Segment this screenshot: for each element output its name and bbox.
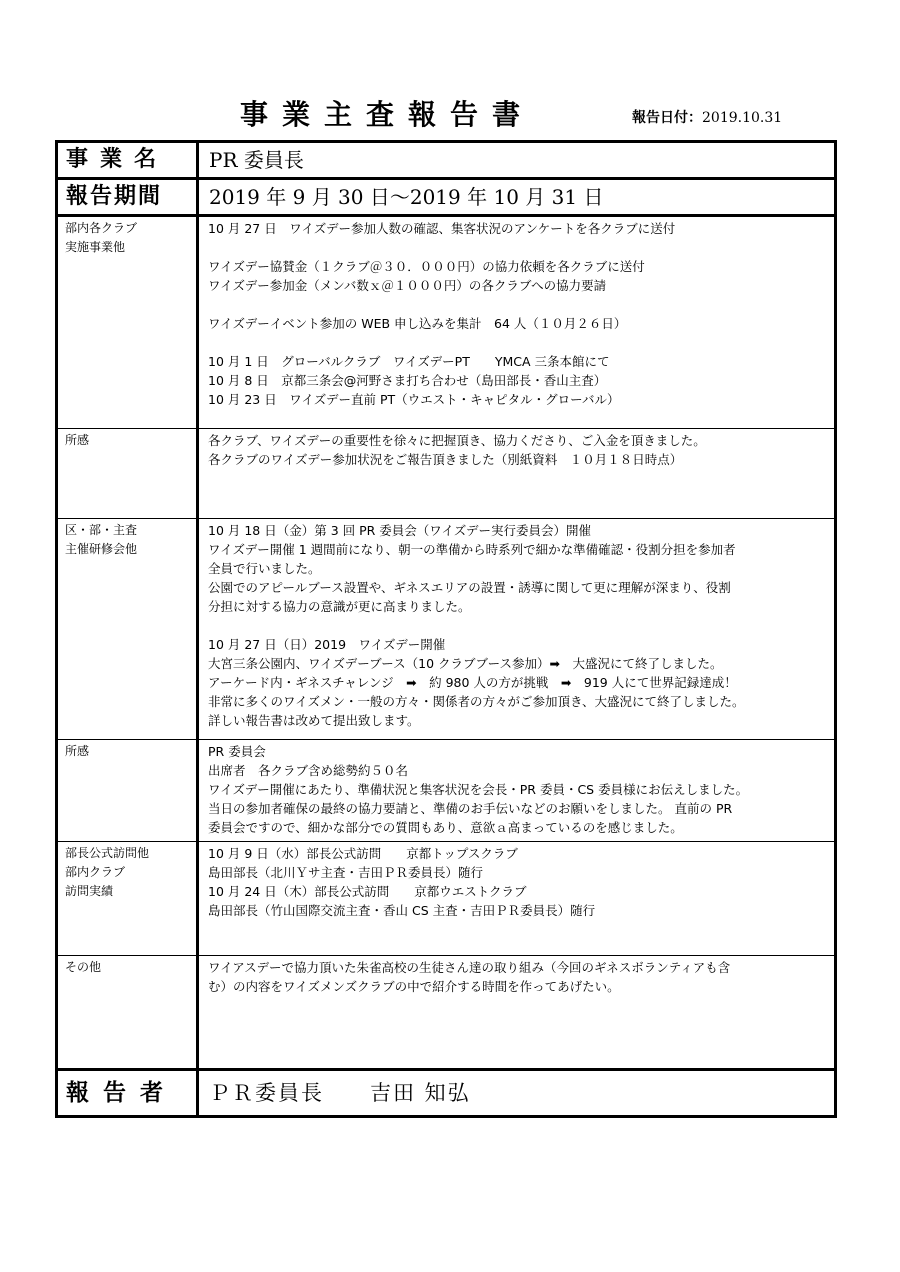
label-line: 部内クラブ (65, 865, 126, 879)
label-line: 所感 (65, 433, 90, 447)
text-line: 非常に多くのワイズメン・一般の方々・関係者の方々がご参加頂き、大盛況にて終了しました。 (208, 694, 745, 709)
section-content (198, 519, 836, 740)
text-line: 10 月 18 日（金）第 3 回 PR 委員会（ワイズデー実行委員会）開催 (208, 523, 592, 538)
label-line: 訪問実績 (65, 884, 114, 898)
text-line: 島田部長（竹山国際交流主査・香山 CS 主査・吉田ＰＲ委員長）随行 (208, 903, 596, 918)
business-name-value: PR 委員長 (198, 142, 836, 179)
label-line: 実施事業他 (65, 240, 126, 254)
label-line: 部内各クラブ (65, 221, 138, 235)
reporter-row (57, 1070, 836, 1117)
text-line: ワイズデー参加金（メンバ数ｘ＠１０００円）の各クラブへの協力要請 (208, 278, 607, 293)
text-line: 大宮三条公園内、ワイズデーブース（10 クラブブース参加）➡ 大盛況にて終了しました。 (208, 656, 723, 671)
label-line: 所感 (65, 744, 90, 758)
business-name-row (57, 142, 836, 179)
text-line: ワイズデー開催にあたり、準備状況と集客状況を会長・PR 委員・CS 委員様にお伝えしました。 (208, 782, 749, 797)
text-line: 分担に対する協力の意識が更に高まりました。 (208, 599, 471, 614)
label-line: その他 (65, 960, 102, 974)
label-line: 区・部・主査 (65, 523, 138, 537)
report-period-value: 2019 年 9 月 30 日〜2019 年 10 月 31 日 (198, 179, 836, 216)
report-date (632, 108, 782, 128)
section-label (57, 842, 198, 956)
section-label (57, 216, 198, 429)
section-impressions-2 (57, 740, 836, 842)
text-line: 10 月 27 日 ワイズデー参加人数の確認、集客状況のアンケートを各クラブに送付 (208, 221, 676, 236)
section-label (57, 956, 198, 1070)
text-line: 10 月 27 日（日）2019 ワイズデー開催 (208, 637, 446, 652)
text-line: 公園でのアピールブース設置や、ギネスエリアの設置・誘導に関して更に理解が深まり、役割 (208, 580, 731, 595)
section-content (198, 956, 836, 1070)
text-line: 当日の参加者確保の最終の協力要請と、準備のお手伝いなどのお願いをしました。 直前の PR (208, 801, 733, 816)
text-line: 詳しい報告書は改めて提出致します。 (208, 713, 420, 728)
section-content (198, 842, 836, 956)
text-line: アーケード内・ギネスチャレンジ ➡ 約 980 人の方が挑戦 ➡ 919 人にて世界記録達成！ (208, 675, 737, 690)
text-line: 各クラブのワイズデー参加状況をご報告頂きました（別紙資料 １０月１８日時点） (208, 452, 683, 467)
section-visits (57, 842, 836, 956)
text-line: 委員会ですので、細かな部分での質問もあり、意欲ａ高まっているのを感じました。 (208, 820, 683, 835)
business-name-label: 事業名 (57, 142, 198, 179)
section-label (57, 740, 198, 842)
text-line: 10 月 23 日 ワイズデー直前 PT（ウエスト・キャピタル・グローバル） (208, 392, 620, 407)
text-line: 島田部長（北川Ｙサ主査・吉田ＰＲ委員長）随行 (208, 865, 484, 880)
section-impressions-1 (57, 429, 836, 519)
text-line: ワイズデー開催 1 週間前になり、朝一の準備から時系列で細かな準備確認・役割分担を参加者 (208, 542, 736, 557)
document-title: 事業主査報告書 (240, 98, 535, 131)
text-line: 10 月 8 日 京都三条会@河野さま打ち合わせ（島田部長・香山主査） (208, 373, 607, 388)
text-line: 全員で行いました。 (208, 561, 321, 576)
report-table (55, 140, 837, 1118)
text-line: PR 委員会 (208, 744, 266, 759)
text-line: 10 月 24 日（木）部長公式訪問 京都ウエストクラブ (208, 884, 527, 899)
text-line: ワイズデーイベント参加の WEB 申し込みを集計 64 人（１０月２６日） (208, 316, 627, 331)
text-line: む）の内容をワイズメンズクラブの中で紹介する時間を作ってあげたい。 (208, 979, 620, 994)
report-date-label: 報告日付： (632, 110, 702, 126)
label-line: 主催研修会他 (65, 542, 138, 556)
section-seminars (57, 519, 836, 740)
text-line: 各クラブ、ワイズデーの重要性を徐々に把握頂き、協力くださり、ご入金を頂きました。 (208, 433, 706, 448)
text-line: 10 月 1 日 グローバルクラブ ワイズデーPT YMCA 三条本館にて (208, 354, 610, 369)
text-line: ワイアスデーで協力頂いた朱雀高校の生徒さん達の取り組み（今回のギネスボランティアも含 (208, 960, 731, 975)
section-label (57, 519, 198, 740)
report-date-value: 2019.10.31 (702, 110, 783, 126)
section-club-events (57, 216, 836, 429)
label-line: 部長公式訪問他 (65, 846, 150, 860)
section-other (57, 956, 836, 1070)
text-line: 10 月 9 日（水）部長公式訪問 京都トップスクラブ (208, 846, 518, 861)
reporter-value: ＰＲ委員長 吉田 知弘 (209, 1081, 471, 1105)
reporter-label: 報告者 (57, 1070, 198, 1117)
report-period-label: 報告期間 (57, 179, 198, 216)
section-label (57, 429, 198, 519)
text-line: ワイズデー協賛金（１クラブ＠３０．０００円）の協力依頼を各クラブに送付 (208, 259, 645, 274)
section-content (198, 429, 836, 519)
report-period-row (57, 179, 836, 216)
section-content (198, 216, 836, 429)
section-content (198, 740, 836, 842)
text-line: 出席者 各クラブ含め総勢約５０名 (208, 763, 409, 778)
